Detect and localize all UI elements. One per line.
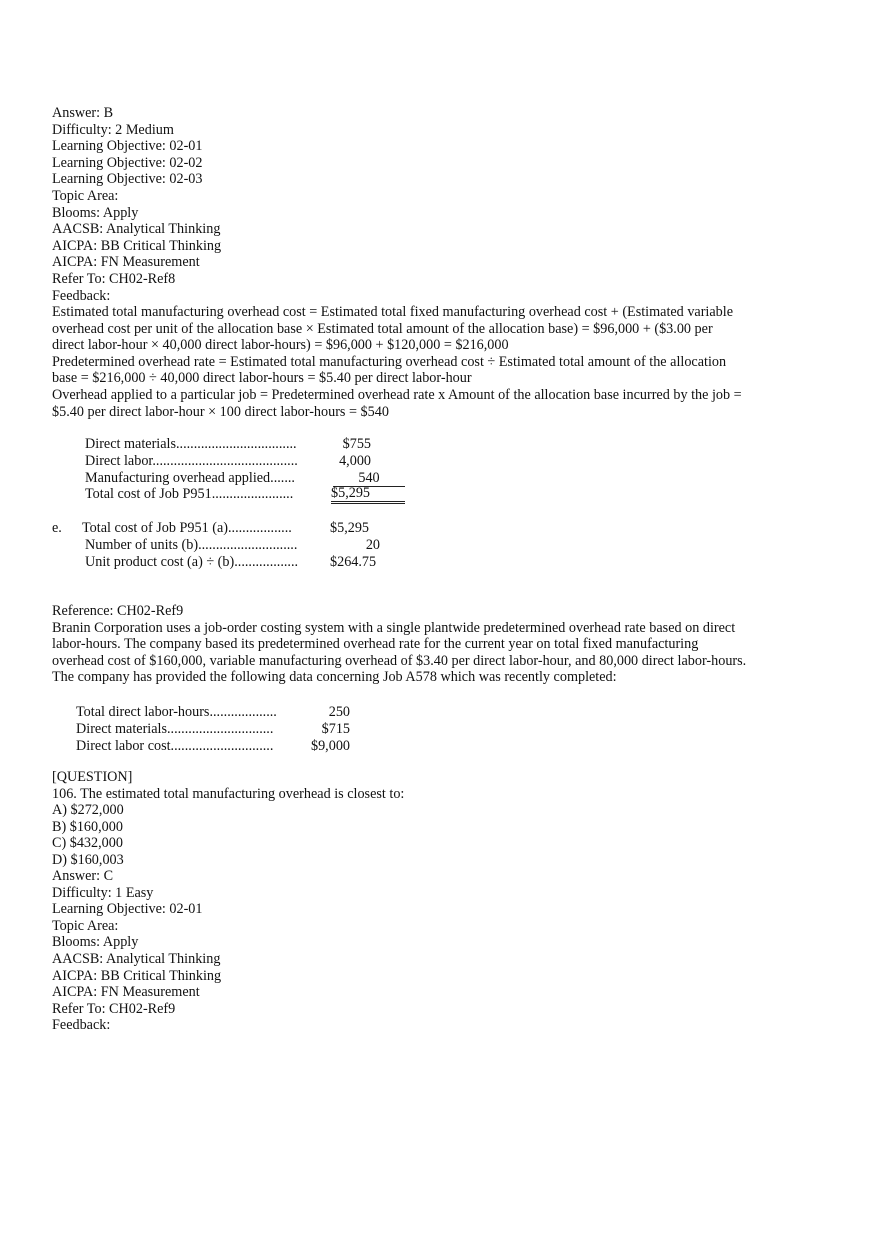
learning-objective-line: Learning Objective: 02-01: [52, 901, 203, 918]
question-metadata-bottom: [52, 868, 772, 1034]
answer-line: Answer: B: [52, 105, 114, 121]
aicpa-line: AICPA: FN Measurement: [52, 984, 200, 1001]
reference-title: Reference: CH02-Ref9: [52, 603, 184, 619]
feedback-line: Estimated total manufacturing overhead cost = Estimated total fixed manufacturing overhead cost + (Estimated variable: [52, 304, 734, 320]
feedback-line: base = $216,000 ÷ 40,000 direct labor-hours = $5.40 per direct labor-hour: [52, 370, 472, 387]
feedback-line: Overhead applied to a particular job = Predetermined overhead rate x Amount of the allocation base incurred by the job =: [52, 386, 742, 403]
table-row: [76, 738, 366, 755]
table-row: [82, 554, 412, 571]
table-row: [76, 704, 366, 721]
row-label: Total cost of Job P951.......................: [85, 486, 294, 503]
reference-line: Branin Corporation uses a job-order costing system with a single plantwide predetermined overhead rate based on direct: [52, 619, 736, 636]
row-value: $755: [342, 436, 371, 452]
aicpa-line: AICPA: FN Measurement: [52, 254, 200, 271]
table-row: [82, 537, 412, 554]
job-cost-table: [85, 436, 415, 503]
row-label: Direct materials..............................: [76, 720, 274, 737]
answer-option: C) $432,000: [52, 835, 123, 852]
difficulty-line: Difficulty: 2 Medium: [52, 121, 174, 138]
table-row: [85, 486, 415, 503]
feedback-line: overhead cost per unit of the allocation base × Estimated total amount of the allocation base) = $96,000 + ($3.00 per: [52, 320, 713, 337]
learning-objective-line: Learning Objective: 02-03: [52, 171, 203, 188]
question-tag: [QUESTION]: [52, 769, 133, 785]
row-value: 540: [333, 470, 405, 488]
aicpa-line: AICPA: BB Critical Thinking: [52, 237, 222, 254]
table-row: [82, 520, 412, 537]
feedback-line: $5.40 per direct labor-hour × 100 direct labor-hours = $540: [52, 403, 389, 420]
feedback-line: direct labor-hour × 40,000 direct labor-hours) = $96,000 + $120,000 = $216,000: [52, 337, 509, 354]
difficulty-line: Difficulty: 1 Easy: [52, 884, 154, 901]
aacsb-line: AACSB: Analytical Thinking: [52, 221, 221, 238]
question-metadata-top: [52, 105, 772, 304]
part-e-marker: e.: [52, 520, 62, 536]
row-value: $9,000: [310, 737, 350, 754]
feedback-heading: Feedback:: [52, 287, 111, 304]
row-label: Direct labor.........................................: [85, 452, 298, 469]
row-value: 4,000: [339, 452, 371, 469]
topic-area-line: Topic Area:: [52, 187, 119, 204]
job-data-table: [76, 704, 366, 754]
refer-to-line: Refer To: CH02-Ref9: [52, 1000, 176, 1017]
row-value: $264.75: [330, 553, 377, 570]
reference-line: labor-hours. The company based its predetermined overhead rate for the current year on total fixed manufacturing: [52, 636, 699, 653]
row-label: Total direct labor-hours...................: [76, 704, 277, 720]
table-row: [76, 721, 366, 738]
answer-option: A) $272,000: [52, 802, 124, 819]
question-stem: 106. The estimated total manufacturing overhead is closest to:: [52, 785, 405, 802]
table-row: [85, 453, 415, 470]
aicpa-line: AICPA: BB Critical Thinking: [52, 967, 222, 984]
row-value: $5,295: [331, 486, 405, 504]
row-label: Direct materials..................................: [85, 436, 297, 452]
answer-line: Answer: C: [52, 868, 114, 884]
answer-option: B) $160,000: [52, 818, 123, 835]
feedback-text: [52, 304, 832, 420]
topic-area-line: Topic Area:: [52, 917, 119, 934]
refer-to-line: Refer To: CH02-Ref8: [52, 270, 176, 287]
row-value: $5,295: [330, 520, 370, 536]
row-label: Total cost of Job P951 (a)..................: [82, 520, 292, 536]
reference-line: The company has provided the following data concerning Job A578 which was recently completed:: [52, 669, 617, 686]
row-label: Unit product cost (a) ÷ (b)..................: [85, 553, 299, 570]
row-value: 20: [365, 536, 380, 553]
aacsb-line: AACSB: Analytical Thinking: [52, 950, 221, 967]
table-row: [85, 436, 415, 453]
question-section: [52, 769, 772, 869]
row-label: Number of units (b)............................: [85, 536, 298, 553]
answer-option: D) $160,003: [52, 851, 124, 868]
feedback-line: Predetermined overhead rate = Estimated total manufacturing overhead cost ÷ Estimated total amount of the allocation: [52, 353, 727, 370]
blooms-line: Blooms: Apply: [52, 204, 139, 221]
row-value: $715: [321, 720, 350, 737]
row-label: Manufacturing overhead applied.......: [85, 469, 295, 486]
learning-objective-line: Learning Objective: 02-01: [52, 138, 203, 155]
learning-objective-line: Learning Objective: 02-02: [52, 154, 203, 171]
reference-line: overhead cost of $160,000, variable manufacturing overhead of $3.40 per direct labor-hour, and 80,000 direct labor-hours.: [52, 652, 747, 669]
table-row: [85, 470, 415, 487]
feedback-heading: Feedback:: [52, 1017, 111, 1034]
row-label: Direct labor cost.............................: [76, 737, 274, 754]
blooms-line: Blooms: Apply: [52, 934, 139, 951]
row-value: 250: [328, 704, 350, 720]
reference-section: [52, 603, 832, 686]
